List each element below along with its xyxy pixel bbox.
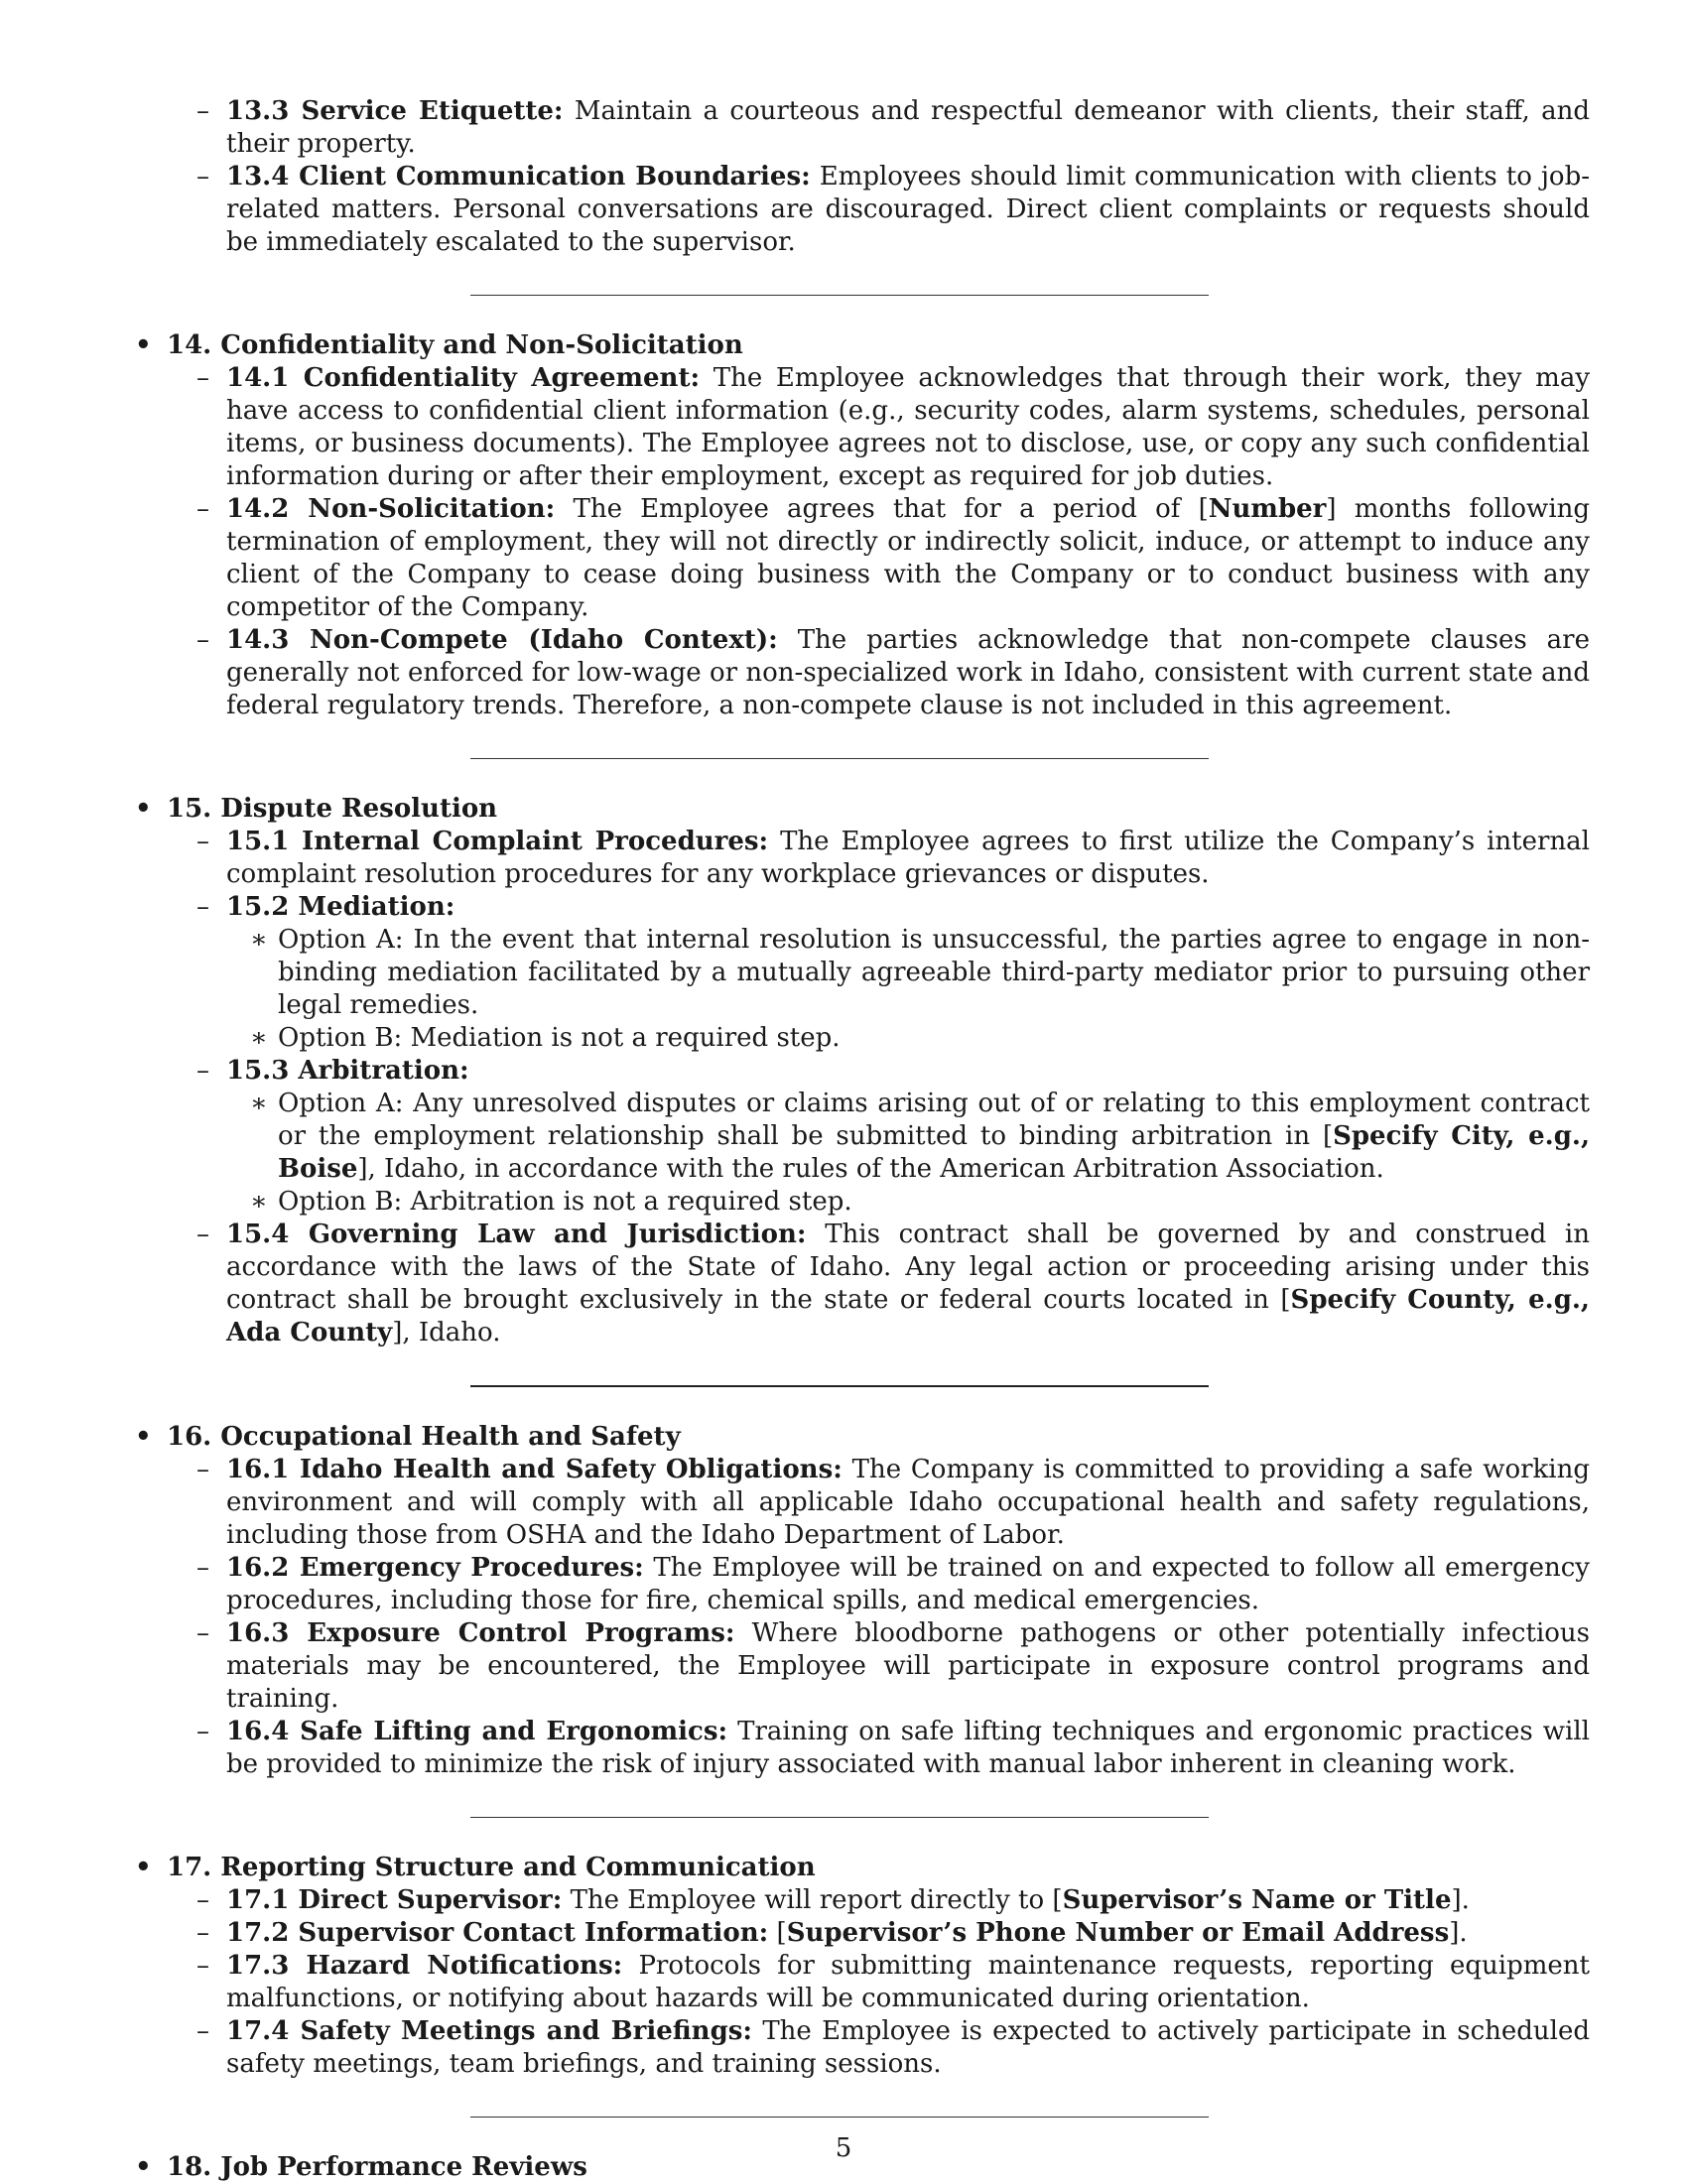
- clause-text: ], Idaho.: [392, 1318, 501, 1348]
- clause-17-2: [131, 1917, 1590, 1950]
- clause-label: 15.2 Mediation:: [226, 892, 455, 922]
- bullet-marker: •: [135, 1422, 152, 1452]
- clause-label: 14.1 Confidentiality Agreement:: [226, 363, 701, 393]
- option-item: [226, 1186, 1590, 1219]
- clause-label: 14.2 Non-Solicitation:: [226, 494, 556, 524]
- sections-list: [131, 329, 1590, 2184]
- clause-label: 17.1 Direct Supervisor:: [226, 1885, 563, 1915]
- section-divider: [470, 1385, 1209, 1387]
- bullet-marker: •: [135, 2152, 152, 2182]
- clause-text: The Employee is expected to actively participate in scheduled safety meetings, team briefings, and training sessions.: [226, 2016, 1591, 2079]
- clause-14-2: [131, 493, 1590, 624]
- section-16-items: [167, 1454, 1590, 1781]
- section-16: [131, 1421, 1590, 1818]
- clause-15-3: [131, 1055, 1590, 1219]
- arbitration-options: [226, 1088, 1590, 1219]
- option-text: Option A: Any unresolved disputes or claims arising out of or relating to this employment contract or the employment relationship shall be submitted to binding arbitration in [: [278, 1089, 1590, 1151]
- dash-marker: –: [196, 1455, 209, 1484]
- clause-label: 17.4 Safety Meetings and Briefings:: [226, 2016, 752, 2046]
- section-title: 14. Confidentiality and Non-Solicitation: [167, 330, 743, 360]
- clause-label: 16.4 Safe Lifting and Ergonomics:: [226, 1717, 728, 1746]
- clause-16-2: [131, 1552, 1590, 1617]
- clause-17-4: [131, 2015, 1590, 2081]
- clause-label: 14.3 Non-Compete (Idaho Context):: [226, 625, 778, 655]
- clause-15-2: [131, 891, 1590, 1055]
- placeholder-field: Supervisor’s Name or Title: [1062, 1885, 1452, 1915]
- clause-text: Training on safe lifting techniques and ergonomic practices will be provided to minimize the risk of injury associated with manual labor inherent in cleaning work.: [226, 1717, 1590, 1779]
- placeholder-field: Specify City, e.g., Boise: [278, 1121, 1590, 1184]
- option-text: Option B: Arbitration is not a required step.: [278, 1187, 852, 1217]
- bullet-marker: •: [135, 1853, 152, 1882]
- section-14-items: [167, 362, 1590, 722]
- clause-17-1: [131, 1884, 1590, 1917]
- section-15-items: [167, 826, 1590, 1349]
- placeholder-field: Supervisor’s Phone Number or Email Address: [786, 1918, 1450, 1948]
- clause-label: 15.3 Arbitration:: [226, 1056, 469, 1086]
- option-text: Option A: In the event that internal resolution is unsuccessful, the parties agree to engage in non-binding mediation facilitated by a mutually agreeable third-party mediator prior to pursuing other legal remedies.: [278, 925, 1590, 1020]
- clause-label: 13.3 Service Etiquette:: [226, 96, 564, 126]
- dash-marker: –: [196, 1056, 209, 1086]
- clause-text: The Employee agrees to first utilize the Company’s internal complaint resolution procedures for any workplace grievances or disputes.: [226, 827, 1590, 889]
- clause-text: [: [776, 1918, 787, 1948]
- clause-text: Maintain a courteous and respectful demeanor with clients, their staff, and their property.: [226, 96, 1591, 159]
- dash-marker: –: [196, 494, 209, 524]
- section-divider: [470, 295, 1209, 296]
- option-item: [226, 924, 1590, 1022]
- clause-text: The Employee agrees that for a period of [: [573, 494, 1209, 524]
- clause-text: This contract shall be governed by and construed in accordance with the laws of the State of Idaho. Any legal action or proceeding arising under this contract shall be brought exclusively in the state or federal courts located in [: [226, 1220, 1590, 1315]
- clause-13-4: [131, 161, 1590, 259]
- clause-label: 16.2 Emergency Procedures:: [226, 1553, 644, 1583]
- dash-marker: –: [196, 1618, 209, 1648]
- clause-text: ].: [1449, 1918, 1468, 1948]
- clause-label: 13.4 Client Communication Boundaries:: [226, 162, 811, 192]
- section-17: [131, 1852, 1590, 2118]
- page-number: 5: [835, 2133, 852, 2163]
- mediation-options: [226, 924, 1590, 1055]
- dash-marker: –: [196, 625, 209, 655]
- section-13-items: [131, 95, 1590, 259]
- clause-text: ].: [1451, 1885, 1470, 1915]
- clause-16-3: [131, 1617, 1590, 1716]
- placeholder-field: Number: [1208, 494, 1327, 524]
- section-divider: [470, 2117, 1209, 2118]
- star-marker: ∗: [250, 1089, 268, 1118]
- clause-label: 15.4 Governing Law and Jurisdiction:: [226, 1220, 807, 1249]
- clause-14-1: [131, 362, 1590, 493]
- clause-15-1: [131, 826, 1590, 891]
- section-title: 18. Job Performance Reviews: [167, 2152, 587, 2182]
- clause-label: 15.1 Internal Complaint Procedures:: [226, 827, 769, 856]
- document-body: [131, 95, 1590, 2184]
- section-divider: [470, 758, 1209, 759]
- placeholder-field: Specify County, e.g., Ada County: [226, 1285, 1590, 1348]
- clause-16-1: [131, 1454, 1590, 1552]
- clause-text: Protocols for submitting maintenance requests, reporting equipment malfunctions, or notifying about hazards will be communicated during orientation.: [226, 1951, 1590, 2013]
- clause-text: Employees should limit communication with clients to job-related matters. Personal conversations are discouraged. Direct client complaints or requests should be immediately escalated to the supervisor.: [226, 162, 1591, 257]
- section-14: [131, 329, 1590, 759]
- dash-marker: –: [196, 1951, 209, 1981]
- clause-text: The Employee acknowledges that through their work, they may have access to confidential client information (e.g., security codes, alarm systems, schedules, personal items, or business documents). The Employee agrees not to disclose, use, or copy any such confidential information during or after their employment, except as required for job duties.: [226, 363, 1591, 491]
- section-title: 17. Reporting Structure and Communication: [167, 1853, 816, 1882]
- star-marker: ∗: [250, 1187, 268, 1217]
- dash-marker: –: [196, 1553, 209, 1583]
- clause-text: ] months following termination of employment, they will not directly or indirectly solicit, induce, or attempt to induce any client of the Company to cease doing business with the Company or to conduct business with any competitor of the Company.: [226, 494, 1591, 622]
- dash-marker: –: [196, 892, 209, 922]
- clause-13-3: [131, 95, 1590, 161]
- dash-marker: –: [196, 96, 209, 126]
- clause-text: The Employee will report directly to [: [570, 1885, 1063, 1915]
- bullet-marker: •: [135, 330, 152, 360]
- bullet-marker: •: [135, 794, 152, 824]
- clause-17-3: [131, 1950, 1590, 2015]
- clause-text: Where bloodborne pathogens or other potentially infectious materials may be encountered, the Employee will participate in exposure control programs and training.: [226, 1618, 1591, 1714]
- section-title: 16. Occupational Health and Safety: [167, 1422, 681, 1452]
- option-item: [226, 1022, 1590, 1055]
- clause-label: 16.1 Idaho Health and Safety Obligations:: [226, 1455, 843, 1484]
- star-marker: ∗: [250, 1023, 268, 1053]
- dash-marker: –: [196, 1717, 209, 1746]
- section-divider: [470, 1817, 1209, 1818]
- dash-marker: –: [196, 1885, 209, 1915]
- clause-text: The Employee will be trained on and expected to follow all emergency procedures, including those for fire, chemical spills, and medical emergencies.: [226, 1553, 1590, 1615]
- dash-marker: –: [196, 1918, 209, 1948]
- star-marker: ∗: [250, 925, 268, 955]
- clause-text: The Company is committed to providing a safe working environment and will comply with all applicable Idaho occupational health and safety regulations, including those from OSHA and the Idaho Department of Labor.: [226, 1455, 1591, 1550]
- section-17-items: [167, 1884, 1590, 2081]
- option-text: ], Idaho, in accordance with the rules of the American Arbitration Association.: [357, 1154, 1384, 1184]
- clause-text: The parties acknowledge that non-compete clauses are generally not enforced for low-wage or non-specialized work in Idaho, consistent with current state and federal regulatory trends. Therefore, a non-compete clause is not included in this agreement.: [226, 625, 1590, 720]
- option-item: [226, 1088, 1590, 1186]
- clause-14-3: [131, 624, 1590, 722]
- clause-label: 17.3 Hazard Notifications:: [226, 1951, 623, 1981]
- clause-label: 16.3 Exposure Control Programs:: [226, 1618, 735, 1648]
- clause-15-4: [131, 1219, 1590, 1349]
- clause-label: 17.2 Supervisor Contact Information:: [226, 1918, 769, 1948]
- clause-16-4: [131, 1716, 1590, 1781]
- section-15: [131, 793, 1590, 1387]
- section-title: 15. Dispute Resolution: [167, 794, 498, 824]
- dash-marker: –: [196, 363, 209, 393]
- dash-marker: –: [196, 2016, 209, 2046]
- dash-marker: –: [196, 1220, 209, 1249]
- option-text: Option B: Mediation is not a required step.: [278, 1023, 841, 1053]
- dash-marker: –: [196, 162, 209, 192]
- dash-marker: –: [196, 827, 209, 856]
